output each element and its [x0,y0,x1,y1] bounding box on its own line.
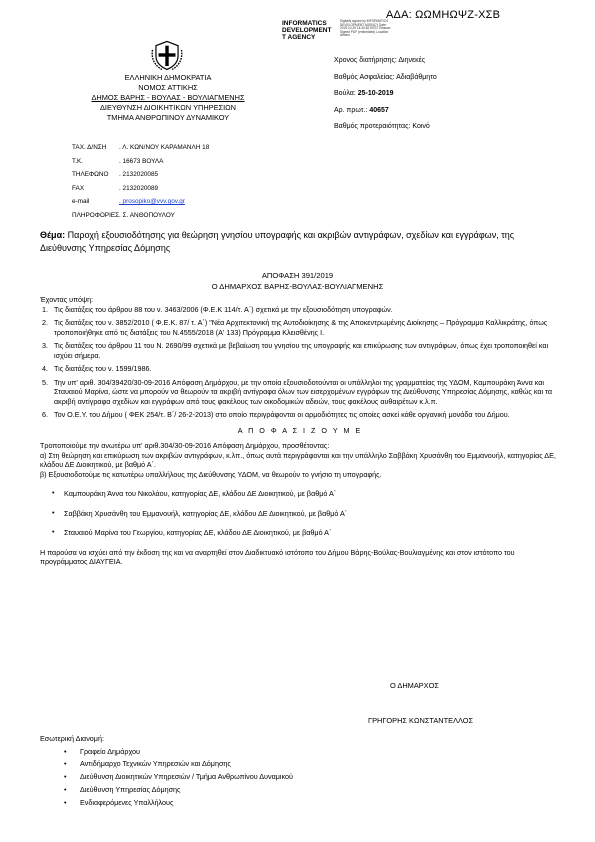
document-metadata [334,53,437,136]
date-value: 25-10-2019 [357,90,394,97]
contact-value: . 2132020089 [119,184,159,192]
considering-label: Έχοντας υπόψη: [40,295,94,304]
retention-text: Χρονος διατήρησης: Διηνεκές [334,57,426,64]
considerations-list [40,305,560,420]
contact-key: Τ.Κ. [72,157,84,165]
subject-label: Θέμα: [40,230,66,240]
contact-key: ΤΑΧ. Δ/ΝΣΗ [72,144,107,151]
protocol-label: Αρ. πρωτ.: [334,106,368,114]
ada-code: ΑΔΑ: ΩΩΜΗΩΨΖ-ΧΣΒ [386,9,501,21]
contact-block [72,141,259,223]
list-item: 6. Τον Ο.Ε.Υ. του Δήμου ( ΦΕΚ 254/τ. Β΄/ 26-2-2013) στο οποίο περιγράφονται οι αρμοδιότητες τις οποίες ασκεί κάθε οργανική μονάδα του Δήμου. [50,410,560,420]
list-item: 1. Τις διατάξεις του άρθρου 88 του ν. 3463/2006 (Φ.Ε.Κ 114/τ. Α΄) σχετικά με την εξουσιοδότηση υπογραφών. [50,305,560,315]
header-line: ΔΗΜΟΣ ΒΑΡΗΣ - ΒΟΥΛΑΣ - ΒΟΥΛΙΑΓΜΕΝΗΣ [91,93,245,103]
modify-a: α) Στη θεώρηση και επικύρωση των ακριβών αντιγράφων, κ.λπ., όπως αυτά περιγράφονται και την υπάλληλο Σαββάκη Χρυσάνθη του Εμμανουήλ, κατηγορίας ΔΕ, κλάδου ΔΕ Διοικητικού, με βαθμό Α΄. [40,450,556,469]
internal-list [40,746,293,810]
header-line: ΕΛΛΗΝΙΚΗ ΔΗΜΟΚΡΑΤΙΑ [124,73,212,82]
stamp-line: T AGENCY [282,34,316,42]
subject [40,229,560,254]
internal-distribution [40,733,293,809]
contact-row [72,195,259,209]
list-item: 5. Την υπ' αριθ. 304/39420/30-09-2016 Απόφαση Δημάρχου, με την οποία εξουσιοδοτούνται οι υπάλληλοι της γραμματείας της ΥΔΟΜ, Καμπουράκη Άννα και Σταυαιού Μαρίνα, ώστε να μπορούν να θεωρούν τα ακριβή αντίγραφα όλων των εισερχομένων εγγράφων της Διεύθυνσης Υπηρεσίας Δόμησης, καθώς και τα ακριβή αντίγραφα σχεδίων και εγγράφων από τους φακέλους των οικοδομικών αδειών, τους φακέλους αυθαιρέτων κ.λ.π. [50,378,560,407]
contact-value: . 2132020085 [119,171,159,179]
contact-value: . Λ. ΚΩΝ/ΝΟΥ ΚΑΡΑΜΑΝΛΗ 18 [119,144,210,151]
employees-list [40,489,560,538]
header-line: ΔΙΕΥΘΥΝΣΗ ΔΙΟΙΚΗΤΙΚΩΝ ΥΠΗΡΕΣΙΩΝ [99,103,237,113]
contact-row [72,209,259,223]
list-item: 3. Τις διατάξεις του άρθρου 11 του Ν. 2690/99 σχετικά με βεβαίωση του γνησίου της υπογραφής και επικύρωσης των αντιγράφων, όπως έχει τροποποιηθεί και ισχύει σήμερα. [50,341,560,360]
contact-row [72,168,259,182]
list-item: • Σαββάκη Χρυσάνθη του Εμμανουήλ, κατηγορίας ΔΕ, κλάδου ΔΕ Διοικητικού, με βαθμό Α΄ [64,509,560,519]
modify-b: β) Εξουσιοδοτούμε τις κατωτέρω υπαλλήλους της Διεύθυνσης ΥΔΟΜ, να θεωρούν το γνήσιο τη υπογραφής. [40,469,382,479]
list-item: 4. Τις διατάξεις του ν. 1599/1986. [50,364,560,374]
modify-intro: Τροποποιούμε την ανωτέρω υπ' αριθ.304/30-09-2016 Απόφαση Δημάρχου, προσθέτοντας: [40,441,330,450]
contact-key: e-mail [72,198,90,206]
contact-key: FAX [72,184,85,192]
stamp-line: INFORMATICS [282,20,327,27]
list-item: • Διεύθυνση Διοικητικών Υπηρεσιών / Τμήμα Ανθρωπίνου Δυναμικού [80,771,293,784]
contact-key: ΤΗΛΕΦΩΝΟ [72,171,109,179]
digital-signature-stamp [282,20,331,42]
mayor-title: Ο ΔΗΜΑΡΧΟΣ [390,681,439,690]
closing-text: Η παρούσα να ισχύει από την έκδοση της και να αναρτηθεί στον Διαδικτυακό ιστότοπο του Δήμου Βάρης-Βούλας-Βουλιαγμένης και στον ιστότοπο του προγράμματος ΔΙΑΥΓΕΙΑ. [40,547,515,566]
date-label: Βούλα: [334,90,356,97]
subject-text: Παροχή εξουσιοδότησης για θεώρηση γνησίου υπογραφής και ακριβών αντιγράφων, σχεδίων και εγγράφων, της Διεύθυνσης Υπηρεσίας Δόμησης [40,230,515,253]
list-item: • Διεύθυνση Υπηρεσίας Δόμησης [80,784,293,797]
list-item: 2. Τις διατάξεις του ν. 3852/2010 ( Φ.Ε.Κ. 87/ τ. Α΄) "Νέα Αρχιτεκτονική της Αυτοδιοίκησης & της Αποκεντρωμένης Διοίκησης – Πρόγραμμα Καλλικράτης, όπως τροποποιήθηκε από τις διατάξεις του Ν.4555/2018 (Α' 133) Πρόγραμμα Κλεισθένης Ι. [50,318,560,337]
header-line: ΝΟΜΟΣ ΑΤΤΙΚΗΣ [138,83,198,93]
list-item: • Σταυαιού Μαρίνα του Γεωργίου, κατηγορίας ΔΕ, κλάδου ΔΕ Διοικητικού, με βαθμό Α΄ [64,528,560,538]
stamp-line: DEVELOPMENT [282,27,332,35]
decision-subtitle: Ο ΔΗΜΑΡΧΟΣ ΒΑΡΗΣ-ΒΟΥΛΑΣ-ΒΟΥΛΙΑΓΜΕΝΗΣ [211,281,384,291]
list-item: • Αντιδήμαρχο Τεχνικών Υπηρεσιών και Δόμησης [80,758,293,771]
contact-row [72,182,259,196]
we-decide-heading: Α Π Ο Φ Α Σ Ι Ζ Ο Υ Μ Ε [237,425,363,435]
decision-heading [0,271,595,292]
document-body [40,295,560,567]
email-link[interactable]: . prosopiko@vvv.gov.gr [119,198,185,206]
internal-label: Εσωτερική Διανομή: [40,734,104,743]
mayor-name: ΓΡΗΓΟΡΗΣ ΚΩΝΣΤΑΝΤΕΛΛΟΣ [368,716,474,725]
issuer-header [40,73,296,123]
contact-row [72,155,259,169]
contact-row [72,141,259,155]
list-item: • Γραφείο Δημάρχου [80,746,293,759]
protocol-value: 40657 [369,106,389,114]
protocol-row [334,103,437,120]
decision-title: ΑΠΟΦΑΣΗ 391/2019 [261,271,334,280]
signature-details: Digitally signed by INFORMATICS DEVELOPMENT AGENCY Date: 2019.10.25 14:30:52 EEST Reason: Signed PDF (embedded) Location: Athens [340,19,392,38]
priority-text: Βαθμός προτεραιότητας: Κοινό [334,123,430,130]
date-row [334,86,437,103]
security-text: Βαθμός Ασφαλείας: Αδιαβάθμητο [334,73,437,81]
contact-value: . 16673 ΒΟΥΛΑ [119,157,164,165]
greek-coat-of-arms-icon [150,38,184,72]
list-item: • Ενδιαφερόμενες Υπαλλήλους [80,797,293,810]
contact-value: . Σ. ΑΝΘΟΠΟΥΛΟΥ [119,211,175,219]
list-item: • Καμπουράκη Άννα του Νικολάου, κατηγορίας ΔΕ, κλάδου ΔΕ Διοικητικού, με βαθμό Α΄ [64,489,560,499]
contact-key: ΠΛΗΡΟΦΟΡΙΕΣ [72,211,120,219]
header-line: ΤΜΗΜΑ ΑΝΘΡΩΠΙΝΟΥ ΔΥΝΑΜΙΚΟΥ [106,113,230,123]
